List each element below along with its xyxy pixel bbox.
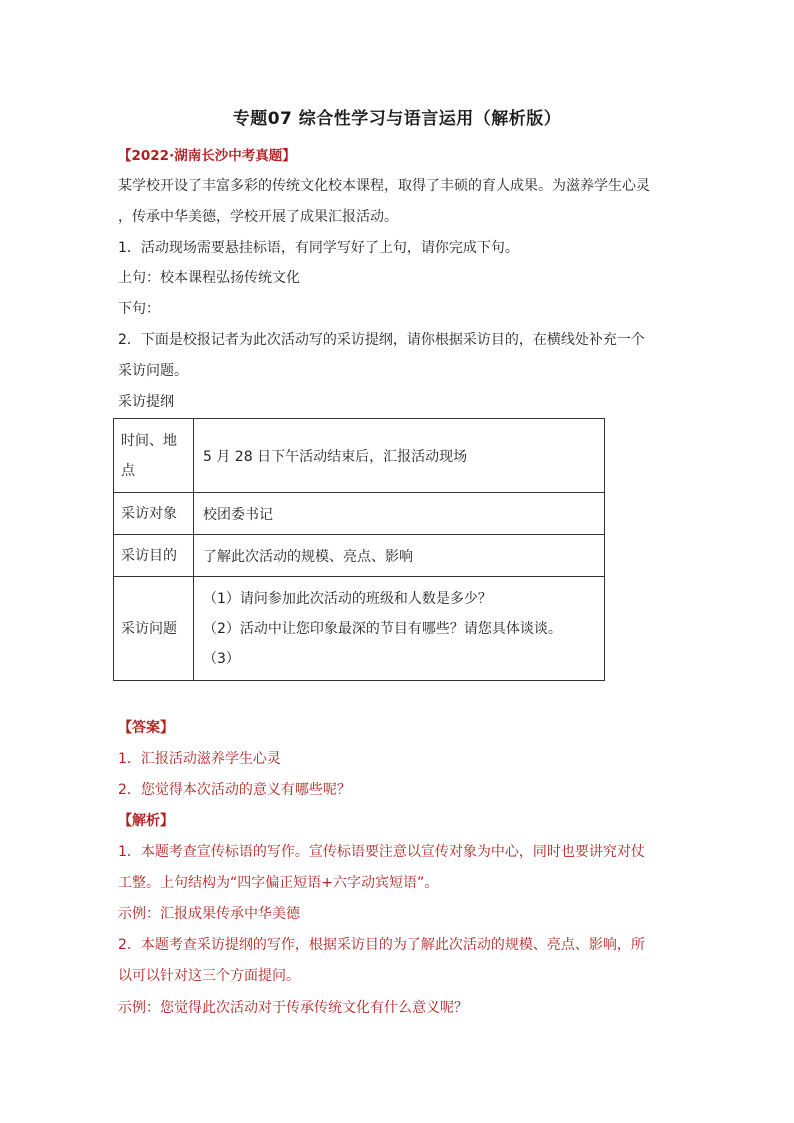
- question-2-prompt-line-2: 采访问题。: [118, 363, 188, 379]
- row-value-time-place: 5 月 28 日下午活动结束后，汇报活动现场: [194, 419, 605, 493]
- row-value-purpose: 了解此次活动的规模、亮点、影响: [194, 535, 605, 577]
- row-value-questions: [194, 577, 605, 681]
- page-title: 专题07 综合性学习与语言运用（解析版）: [232, 109, 562, 129]
- table-row: [114, 577, 605, 681]
- answer-2: 2．您觉得本次活动的意义有哪些呢？: [118, 782, 351, 798]
- answer-heading: 【答案】: [118, 720, 174, 736]
- analysis-heading: 【解析】: [118, 813, 174, 829]
- interview-outline-table: [113, 418, 605, 681]
- row-label-line: 点: [121, 462, 135, 479]
- row-value-interviewee: 校团委书记: [194, 493, 605, 535]
- row-label-line: 时间、地: [121, 432, 177, 449]
- interview-question-3-blank: （3）: [203, 650, 240, 667]
- question-2-prompt-line-1: 2．下面是校报记者为此次活动写的采访提纲，请你根据采访目的，在横线处补充一个: [118, 332, 645, 348]
- table-row: [114, 493, 605, 535]
- table-row: [114, 535, 605, 577]
- analysis-2-line-2: 以可以针对这三个方面提问。: [118, 968, 300, 984]
- interview-question-1: （1）请问参加此次活动的班级和人数是多少？: [203, 590, 492, 607]
- row-label-questions: 采访问题: [114, 577, 194, 681]
- question-1-lower-line: 下句：: [118, 301, 160, 317]
- intro-line-2: ，传承中华美德，学校开展了成果汇报活动。: [118, 209, 398, 225]
- analysis-2-example: 示例：您觉得此次活动对于传承传统文化有什么意义呢？: [118, 1000, 468, 1016]
- row-label-interviewee: 采访对象: [114, 493, 194, 535]
- question-1-prompt: 1．活动现场需要悬挂标语，有同学写好了上句，请你完成下句。: [118, 240, 519, 256]
- table-row: [114, 419, 605, 493]
- question-1-upper-line: 上句：校本课程弘扬传统文化: [118, 270, 300, 286]
- row-label-time-place: [114, 419, 194, 493]
- row-label-purpose: 采访目的: [114, 535, 194, 577]
- source-tag: 【2022·湖南长沙中考真题】: [118, 148, 296, 164]
- answer-1: 1．汇报活动滋养学生心灵: [118, 751, 281, 767]
- interview-question-2: （2）活动中让您印象最深的节目有哪些？请您具体谈谈。: [203, 620, 562, 637]
- table-caption: 采访提纲: [118, 394, 174, 410]
- analysis-2-line-1: 2．本题考查采访提纲的写作，根据采访目的为了解此次活动的规模、亮点、影响，所: [118, 937, 645, 953]
- intro-line-1: 某学校开设了丰富多彩的传统文化校本课程，取得了丰硕的育人成果。为滋养学生心灵: [118, 178, 650, 194]
- analysis-1-example: 示例：汇报成果传承中华美德: [118, 906, 300, 922]
- analysis-1-line-1: 1．本题考查宣传标语的写作。宣传标语要注意以宣传对象为中心，同时也要讲究对仗: [118, 844, 645, 860]
- analysis-1-line-2: 工整。上句结构为“四字偏正短语+六字动宾短语”。: [118, 875, 439, 891]
